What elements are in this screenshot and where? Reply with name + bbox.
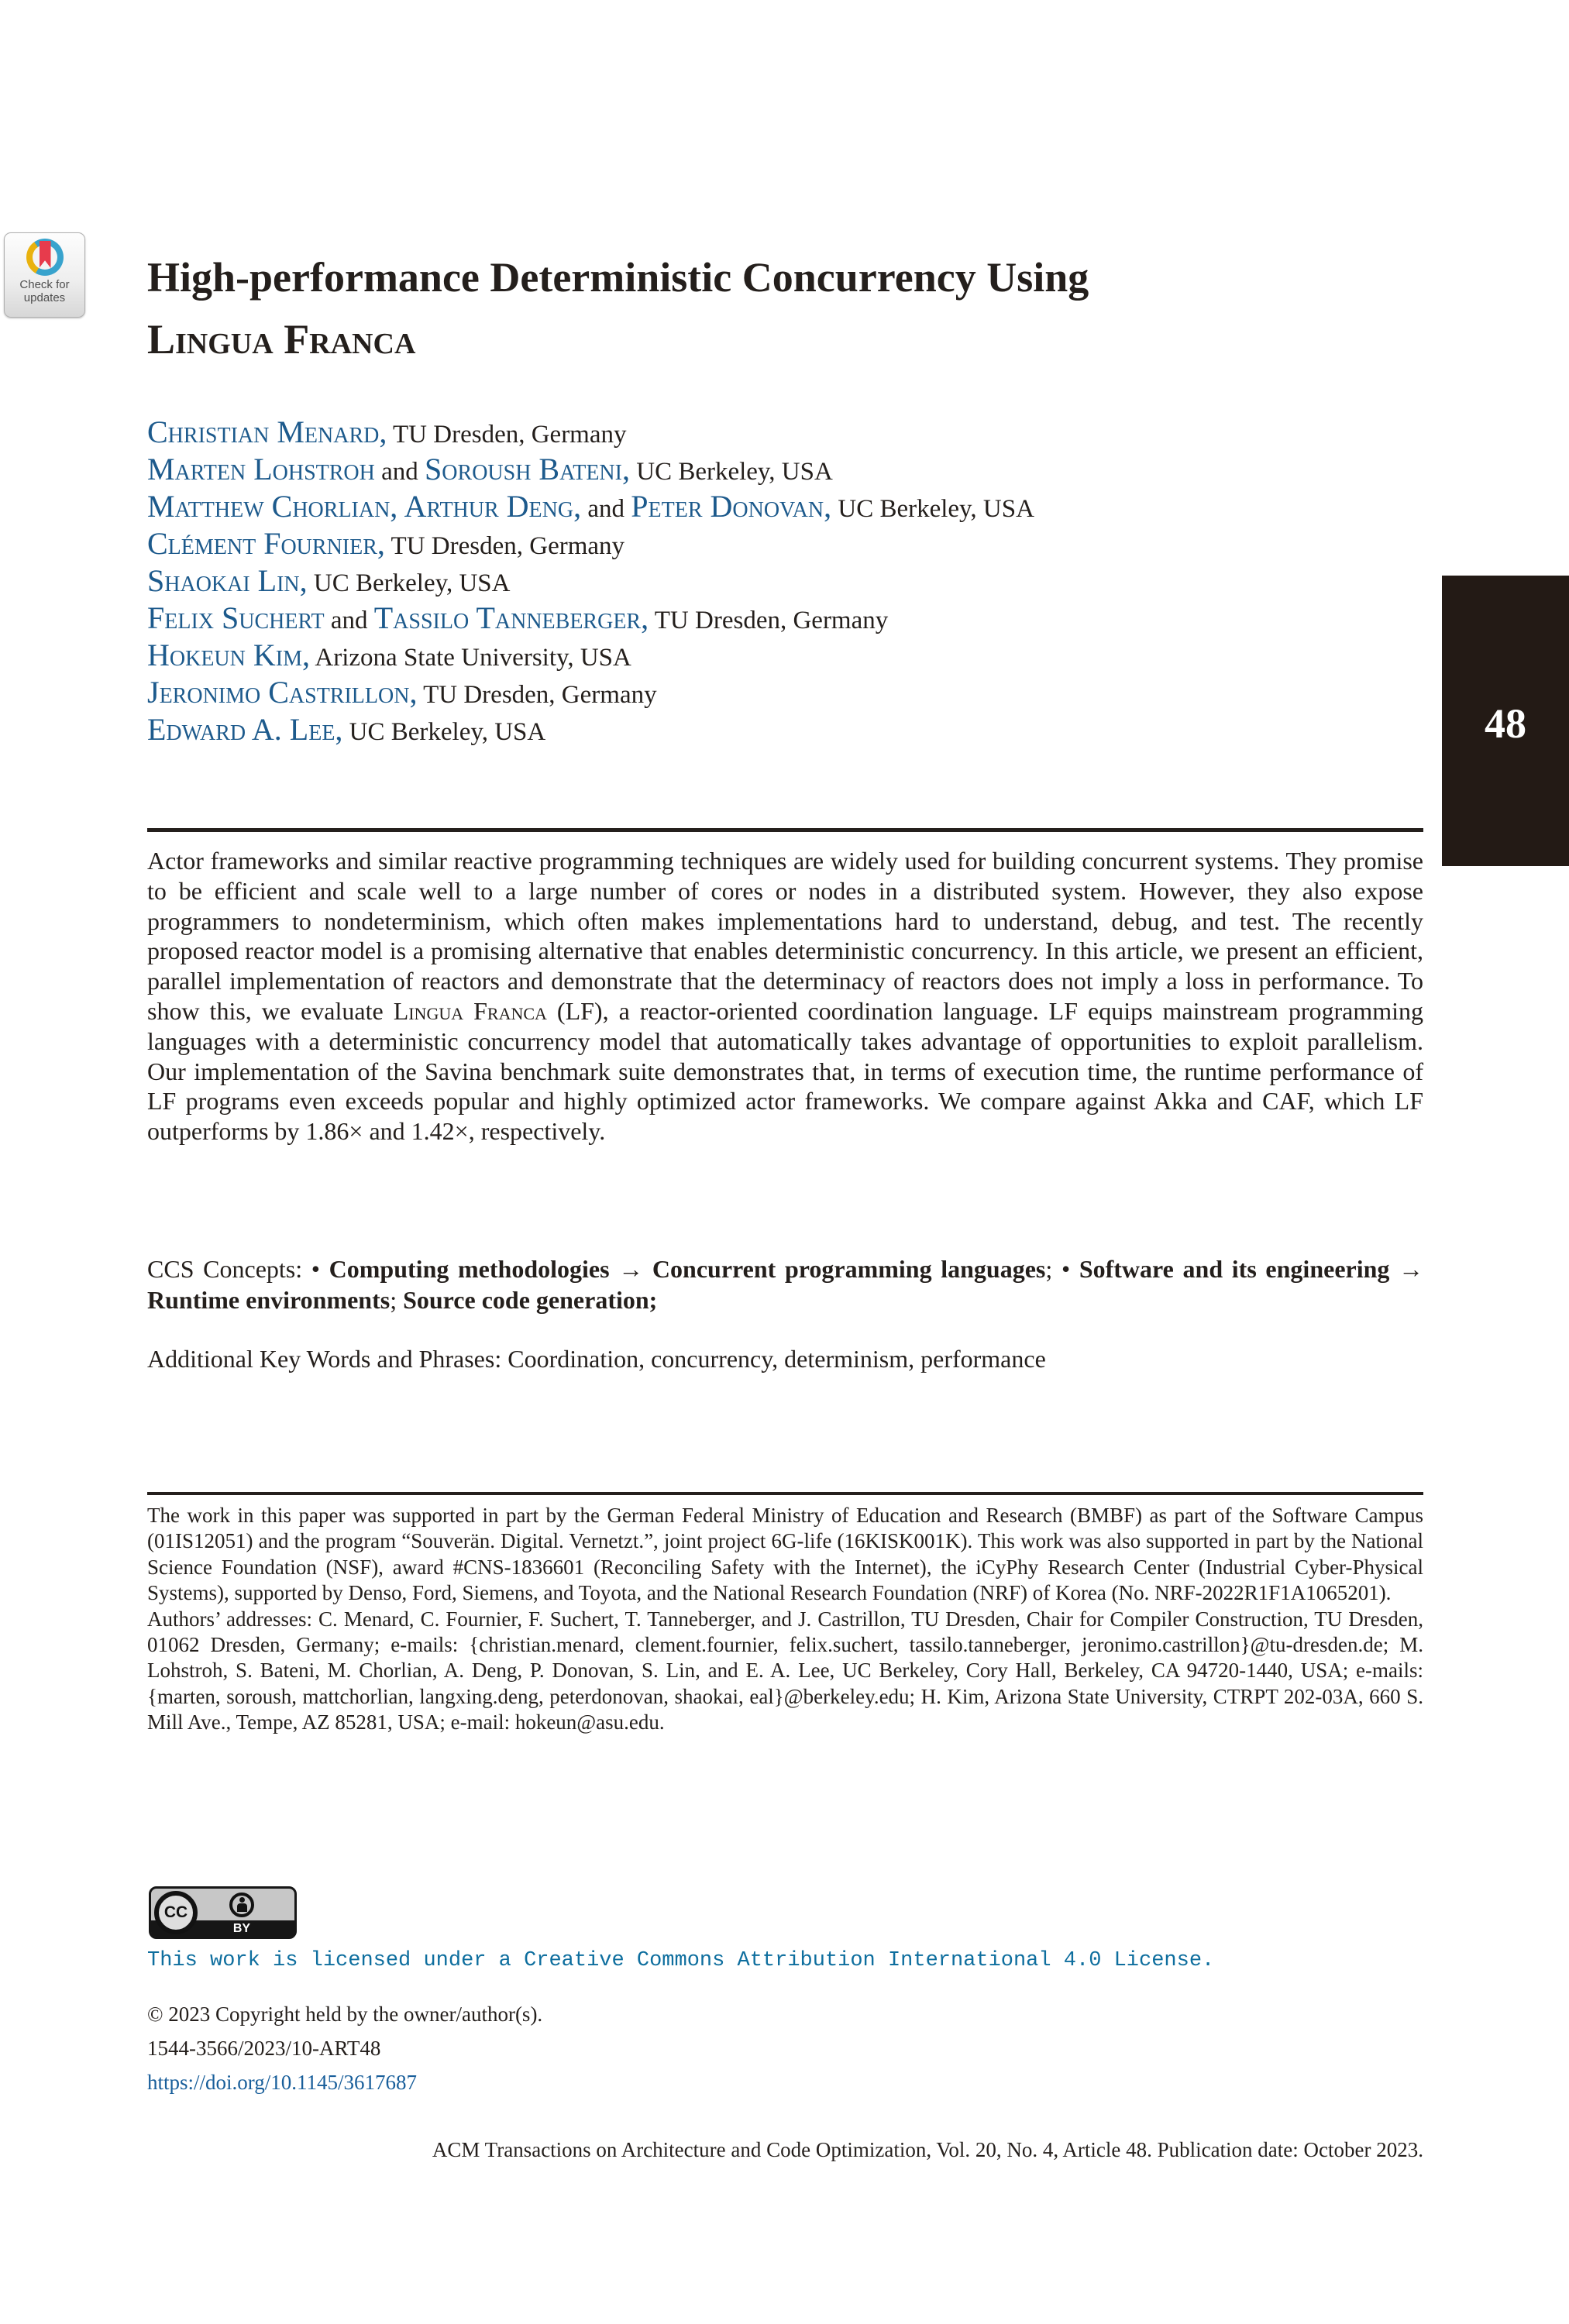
cc-by-badge[interactable] <box>149 1886 297 1939</box>
badge-line-2: updates <box>23 291 66 304</box>
paper-title <box>147 246 1426 370</box>
person-torso <box>237 1903 247 1912</box>
author-line: Shaokai Lin, UC Berkeley, USA <box>147 563 511 598</box>
title-line-2: Lingua Franca <box>147 316 416 363</box>
abstract-divider <box>147 828 1423 832</box>
author-line: Hokeun Kim, Arizona State University, USA <box>147 638 631 672</box>
author-line: Felix Suchert and Tassilo Tanneberger, TU Dresden, Germany <box>147 600 889 635</box>
check-for-updates-label <box>5 278 84 304</box>
footnotes <box>147 1503 1423 1736</box>
author-line: Christian Menard, TU Dresden, Germany <box>147 414 627 449</box>
person-icon <box>229 1893 254 1917</box>
copyright-line: © 2023 Copyright held by the owner/author(s). <box>147 2003 543 2026</box>
person-head <box>239 1897 245 1903</box>
check-for-updates-badge[interactable] <box>4 232 85 318</box>
abstract: Actor frameworks and similar reactive programming techniques are widely used for building concurrent systems. They promise to be efficient and scale well to a large number of cores or nodes in a distributed system. However, they also expose programmers to nondeterminism, which often makes implementations hard to understand, debug, and test. The recently proposed reactor model is a promising alternative that enables deterministic concurrency. In this article, we present an efficient, parallel implementation of reactors and demonstrate that the determinacy of reactors does not imply a loss in performance. To show this, we evaluate Lingua Franca (LF), a reactor-oriented coordination language. LF equips mainstream programming languages with a deterministic concurrency model that automatically takes advantage of opportunities to exploit parallelism. Our implementation of the Savina benchmark suite demonstrates that, in terms of execution time, the runtime performance of LF programs even exceeds popular and highly optimized actor frameworks. We compare against Akka and CAF, which LF outperforms by 1.86× and 1.42×, respectively. <box>147 847 1424 1146</box>
footnote-divider <box>147 1492 1423 1495</box>
author-line: Marten Lohstroh and Soroush Bateni, UC Berkeley, USA <box>147 452 833 486</box>
article-number-box <box>1442 576 1569 866</box>
cc-by-label: BY <box>232 1922 251 1935</box>
author-line: Matthew Chorlian, Arthur Deng, and Peter Donovan, UC Berkeley, USA <box>147 489 1034 524</box>
check-for-updates-icon <box>26 239 64 276</box>
ccs-concepts: CCS Concepts: • Computing methodologies → Concurrent programming languages; • Software and its engineering → Runtime environments; Source code generation; <box>147 1255 1424 1314</box>
cc-icon: CC <box>154 1891 198 1934</box>
doi-link[interactable]: https://doi.org/10.1145/3617687 <box>147 2071 418 2094</box>
funding-note: The work in this paper was supported in part by the German Federal Ministry of Education and Research (BMBF) as part of the Software Campus (01IS12051) and the program “Souverän. Digital. Vernetzt.”, joint project 6G-life (16KISK001K). This work was also supported in part by the National Science Foundation (NSF), award #CNS-1836601 (Reconciling Safety with the Internet), the iCyPhy Research Center (Industrial Cyber-Physical Systems), supported by Denso, Ford, Siemens, and Toyota, and the National Research Foundation (NRF) of Korea (No. NRF-2022R1F1A1065201). <box>147 1504 1423 1605</box>
issn-line: 1544-3566/2023/10-ART48 <box>147 2037 381 2060</box>
license-statement-link[interactable]: This work is licensed under a Creative Commons Attribution International 4.0 License. <box>147 1949 1215 1972</box>
keywords: Additional Key Words and Phrases: Coordination, concurrency, determinism, performance <box>147 1345 1046 1373</box>
title-line-1: High-performance Deterministic Concurrency Using <box>147 254 1089 301</box>
authors-addresses-note: Authors’ addresses: C. Menard, C. Fournier, F. Suchert, T. Tanneberger, and J. Castrillon, TU Dresden, Chair for Compiler Construction, TU Dresden, 01062 Dresden, Germany; e-mails: {christian.menard, clement.fournier, felix.suchert, tassilo.tanneberger, jeronimo.castrillon}@tu-dresden.de; M. Lohstroh, S. Bateni, M. Chorlian, A. Deng, P. Donovan, S. Lin, and E. A. Lee, UC Berkeley, Cory Hall, Berkeley, CA 94720-1440, USA; e-mails: {marten, soroush, mattchorlian, langxing.deng, peterdonovan, shaokai, eal}@berkeley.edu; H. Kim, Arizona State University, CTRPT 202-03A, 660 S. Mill Ave., Tempe, AZ 85281, USA; e-mail: hokeun@asu.edu. <box>147 1607 1423 1734</box>
badge-line-1: Check for <box>19 278 70 291</box>
author-line: Jeronimo Castrillon, TU Dresden, Germany <box>147 675 657 710</box>
journal-footer: ACM Transactions on Architecture and Code Optimization, Vol. 20, No. 4, Article 48. Publication date: October 2023. <box>432 2138 1423 2161</box>
author-line: Clément Fournier, TU Dresden, Germany <box>147 526 625 561</box>
author-list <box>147 414 1449 748</box>
author-line: Edward A. Lee, UC Berkeley, USA <box>147 712 546 747</box>
article-number: 48 <box>1485 700 1526 747</box>
